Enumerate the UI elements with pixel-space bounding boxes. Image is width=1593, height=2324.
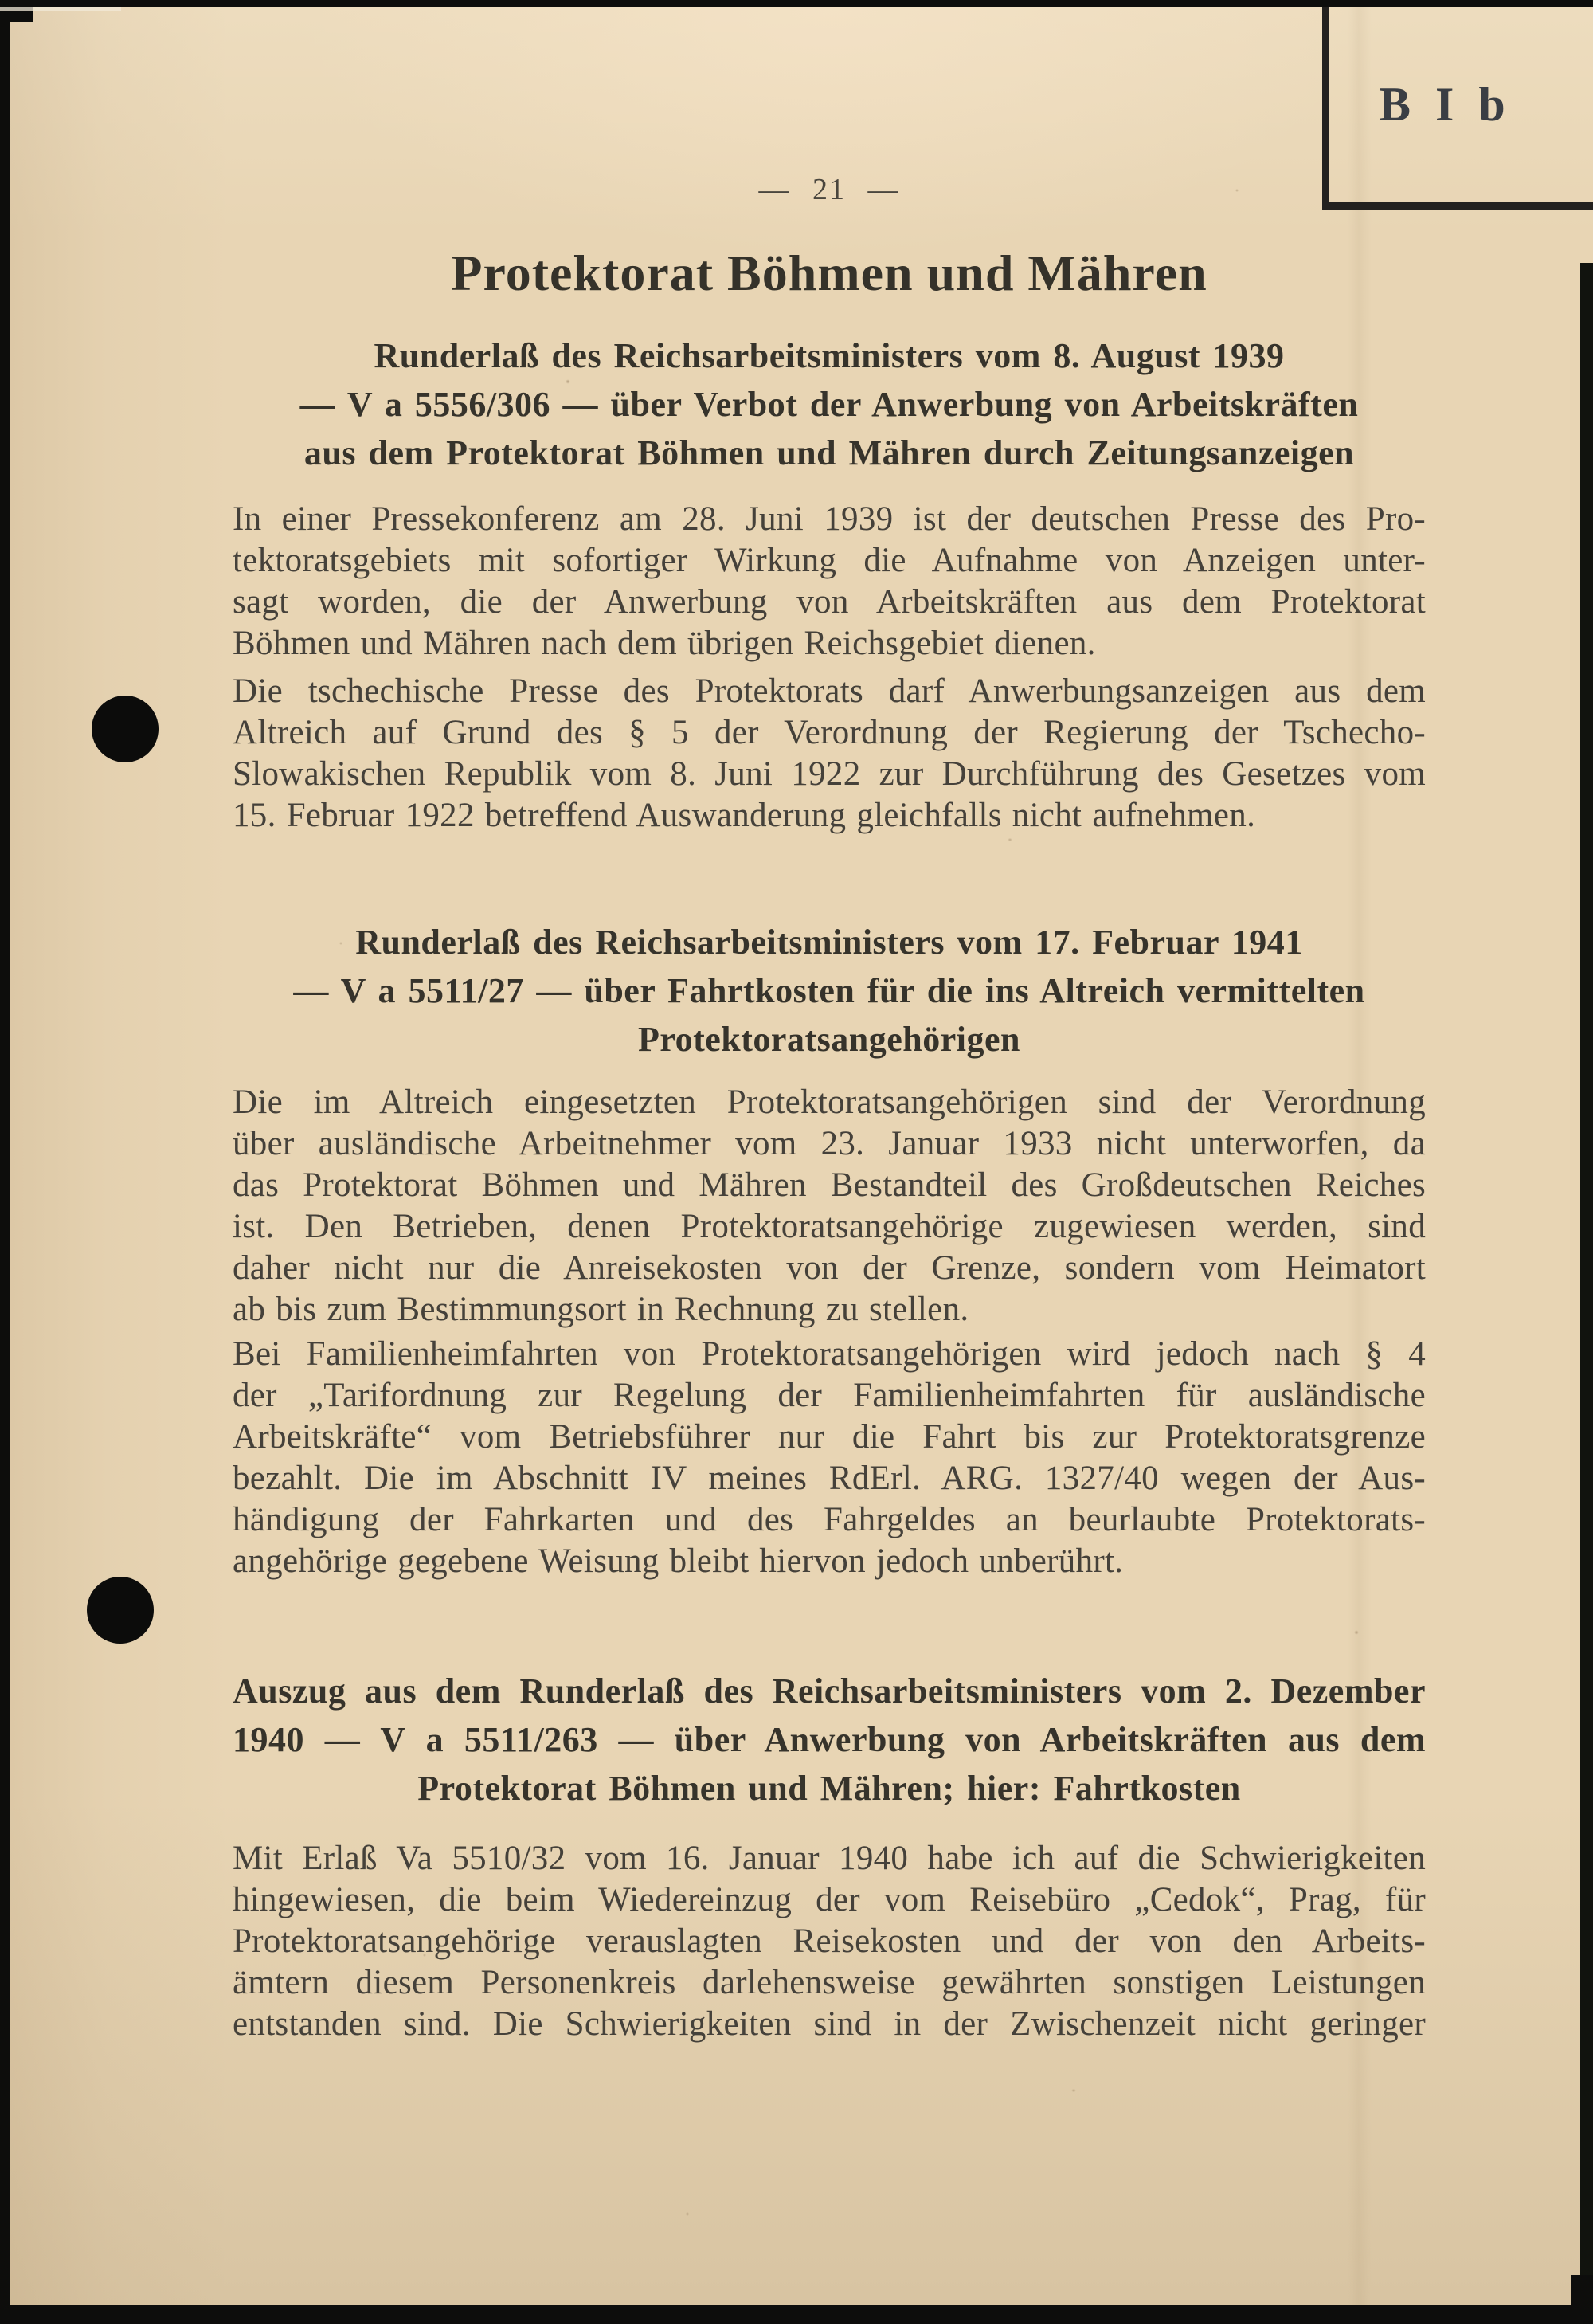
text-line: 15. Februar 1922 betreffend Auswanderung gleichfalls nicht aufnehmen. xyxy=(233,797,1256,834)
text-line: Arbeitskräfte“ vom Betriebsführer nur die Fahrt bis zur Protektoratsgrenze xyxy=(233,1418,1426,1456)
text-line: Protektoratsangehörige verauslagten Reisekosten und der von den Arbeits- xyxy=(233,1922,1426,1960)
text-line: Die im Altreich eingesetzten Protektoratsangehörigen sind der Verordnung xyxy=(233,1084,1426,1121)
paragraph xyxy=(233,1838,1426,2045)
paper-sheet xyxy=(10,7,1593,2305)
heading-line: Runderlaß des Reichsarbeitsministers vom 8. August 1939 xyxy=(374,336,1285,375)
scan-artifact-sliver xyxy=(0,7,121,11)
text-line: Altreich auf Grund des § 5 der Verordnung der Regierung der Tschecho- xyxy=(233,714,1426,751)
scan-left-edge xyxy=(0,0,10,2324)
text-line: Slowakischen Republik vom 8. Juni 1922 zur Durchführung des Gesetzes vom xyxy=(233,755,1426,793)
scan-bottom-edge xyxy=(0,2305,1593,2324)
text-line: daher nicht nur die Anreisekosten von der Grenze, sondern vom Heimatort xyxy=(233,1249,1426,1287)
text-line: ist. Den Betrieben, denen Protektoratsangehörige zugewiesen werden, sind xyxy=(233,1208,1426,1245)
text-line: ab bis zum Bestimmungsort in Rechnung zu stellen. xyxy=(233,1291,969,1328)
section-heading xyxy=(233,1667,1426,1813)
text-line: bezahlt. Die im Abschnitt IV meines RdErl. ARG. 1327/40 wegen der Aus- xyxy=(233,1460,1426,1497)
text-line: angehörige gegebene Weisung bleibt hiervon jedoch unberührt. xyxy=(233,1542,1124,1580)
page-title: Protektorat Böhmen und Mähren xyxy=(451,245,1207,301)
heading-line: Protektorat Böhmen und Mähren; hier: Fahrtkosten xyxy=(417,1769,1241,1808)
text-line: der „Tarifordnung zur Regelung der Familienheimfahrten für ausländische xyxy=(233,1377,1426,1414)
text-line: sagt worden, die der Anwerbung von Arbeitskräften aus dem Protektorat xyxy=(233,583,1426,621)
heading-line: Runderlaß des Reichsarbeitsministers vom 17. Februar 1941 xyxy=(355,923,1303,962)
paragraph xyxy=(233,1082,1426,1331)
text-line: hingewiesen, die beim Wiedereinzug der vom Reisebüro „Cedok“, Prag, für xyxy=(233,1881,1426,1918)
paragraph xyxy=(233,671,1426,837)
section-heading xyxy=(233,331,1426,477)
text-line: ämtern diesem Personenkreis darlehensweise gewährten sonstigen Leistungen xyxy=(233,1964,1426,2001)
heading-line: Protektoratsangehörigen xyxy=(638,1020,1020,1059)
paragraph xyxy=(233,499,1426,664)
text-line: Böhmen und Mähren nach dem übrigen Reichsgebiet dienen. xyxy=(233,625,1096,662)
text-line: tektoratsgebiets mit sofortiger Wirkung die Aufnahme von Anzeigen unter- xyxy=(233,542,1426,579)
text-line: das Protektorat Böhmen und Mähren Bestandteil des Großdeutschen Reiches xyxy=(233,1166,1426,1204)
text-line: händigung der Fahrkarten und des Fahrgeldes an beurlaubte Protektorats- xyxy=(233,1501,1426,1538)
paragraph xyxy=(233,1334,1426,1582)
heading-line: Auszug aus dem Runderlaß des Reichsarbeitsministers vom 2. Dezember xyxy=(233,1671,1426,1711)
text-line: entstanden sind. Die Schwierigkeiten sind in der Zwischenzeit nicht geringer xyxy=(233,2005,1426,2043)
heading-line: — V a 5556/306 — über Verbot der Anwerbung von Arbeitskräften xyxy=(299,385,1359,424)
punch-hole-top xyxy=(92,696,159,762)
text-line: über ausländische Arbeitnehmer vom 23. Januar 1933 nicht unterworfen, da xyxy=(233,1125,1426,1162)
section-heading xyxy=(233,918,1426,1064)
scan-right-edge xyxy=(1580,263,1593,2324)
heading-line: aus dem Protektorat Böhmen und Mähren durch Zeitungsanzeigen xyxy=(303,433,1355,472)
text-line: Mit Erlaß Va 5510/32 vom 16. Januar 1940 habe ich auf die Schwierigkeiten xyxy=(233,1840,1426,1877)
classification-label: B I b xyxy=(1379,78,1512,131)
punch-hole-bottom xyxy=(87,1577,154,1644)
heading-line: 1940 — V a 5511/263 — über Anwerbung von Arbeitskräften aus dem xyxy=(233,1720,1426,1759)
scan-top-edge xyxy=(0,0,1593,7)
text-line: Die tschechische Presse des Protektorats darf Anwerbungsanzeigen aus dem xyxy=(233,672,1426,710)
text-line: Bei Familienheimfahrten von Protektoratsangehörigen wird jedoch nach § 4 xyxy=(233,1335,1426,1373)
text-line: In einer Pressekonferenz am 28. Juni 1939 ist der deutschen Presse des Pro- xyxy=(233,500,1426,538)
page-number: — 21 — xyxy=(758,173,900,206)
heading-line: — V a 5511/27 — über Fahrtkosten für die ins Altreich vermittelten xyxy=(293,971,1365,1010)
